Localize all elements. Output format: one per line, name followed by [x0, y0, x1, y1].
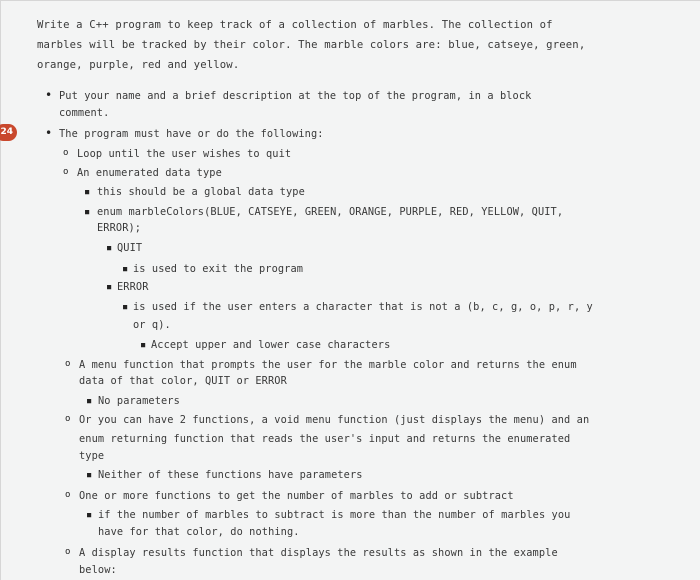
bullet-square-icon: ■ — [107, 283, 112, 291]
intro-paragraph: Write a C++ program to keep track of a collection of marbles. The collection of marbles will be tracked by their color. The marble colors are: blue, catseye, green, orange, purple, red and yellow. — [37, 19, 586, 71]
item-two-functions-cont2: type — [79, 450, 105, 462]
item-quit: QUIT — [117, 242, 143, 254]
item-accept-case: Accept upper and lower case characters — [151, 339, 391, 351]
bullet-name-description: Put your name and a brief description at the top of the program, in a block — [59, 90, 532, 102]
bullet-square-icon: ■ — [87, 471, 92, 479]
bullet-square-icon: ■ — [85, 208, 90, 216]
item-error-description: is used if the user enters a character that is not a (b, c, g, o, p, r, y — [133, 301, 593, 313]
item-enum-declaration-cont: ERROR); — [97, 222, 142, 234]
item-error: ERROR — [117, 281, 149, 293]
line-number-badge: 24 — [0, 124, 17, 141]
item-display-results-cont: below: — [79, 564, 117, 576]
bullet-circle-icon: o — [65, 490, 71, 500]
bullet-program-requirements: The program must have or do the following: — [59, 128, 324, 140]
item-no-parameters: No parameters — [98, 395, 180, 407]
bullet-dot-icon: • — [45, 126, 53, 140]
bullet-name-description-cont: comment. — [59, 107, 110, 119]
item-quit-description: is used to exit the program — [133, 263, 304, 275]
bullet-square-icon: ■ — [123, 265, 128, 273]
bullet-square-icon: ■ — [107, 244, 112, 252]
bullet-square-icon: ■ — [85, 188, 90, 196]
item-two-functions-cont: enum returning function that reads the user's input and returns the enumerated — [79, 433, 571, 445]
bullet-circle-icon: o — [65, 414, 71, 424]
item-two-functions: Or you can have 2 functions, a void menu function (just displays the menu) and an — [79, 414, 590, 426]
bullet-square-icon: ■ — [87, 511, 92, 519]
item-display-results: A display results function that displays the results as shown in the example — [79, 547, 558, 559]
item-enum-type: An enumerated data type — [77, 167, 222, 179]
item-menu-function: A menu function that prompts the user for the marble color and returns the enum — [79, 359, 577, 371]
bullet-circle-icon: o — [65, 359, 71, 369]
item-add-subtract: One or more functions to get the number of marbles to add or subtract — [79, 490, 514, 502]
bullet-circle-icon: o — [65, 547, 71, 557]
item-global: this should be a global data type — [97, 186, 305, 198]
bullet-square-icon: ■ — [141, 341, 146, 349]
bullet-square-icon: ■ — [87, 397, 92, 405]
bullet-square-icon: ■ — [123, 303, 128, 311]
bullet-circle-icon: o — [63, 148, 69, 158]
item-menu-function-cont: data of that color, QUIT or ERROR — [79, 375, 287, 387]
item-error-description-cont: or q). — [133, 319, 171, 331]
item-enum-declaration: enum marbleColors(BLUE, CATSEYE, GREEN, ORANGE, PURPLE, RED, YELLOW, QUIT, — [97, 206, 564, 218]
bullet-dot-icon: • — [45, 88, 53, 102]
bullet-circle-icon: o — [63, 167, 69, 177]
item-loop: Loop until the user wishes to quit — [77, 148, 292, 160]
item-subtract-rule: if the number of marbles to subtract is more than the number of marbles you — [98, 509, 571, 521]
item-subtract-rule-cont: have for that color, do nothing. — [98, 526, 300, 538]
item-neither-parameters: Neither of these functions have parameters — [98, 469, 363, 481]
